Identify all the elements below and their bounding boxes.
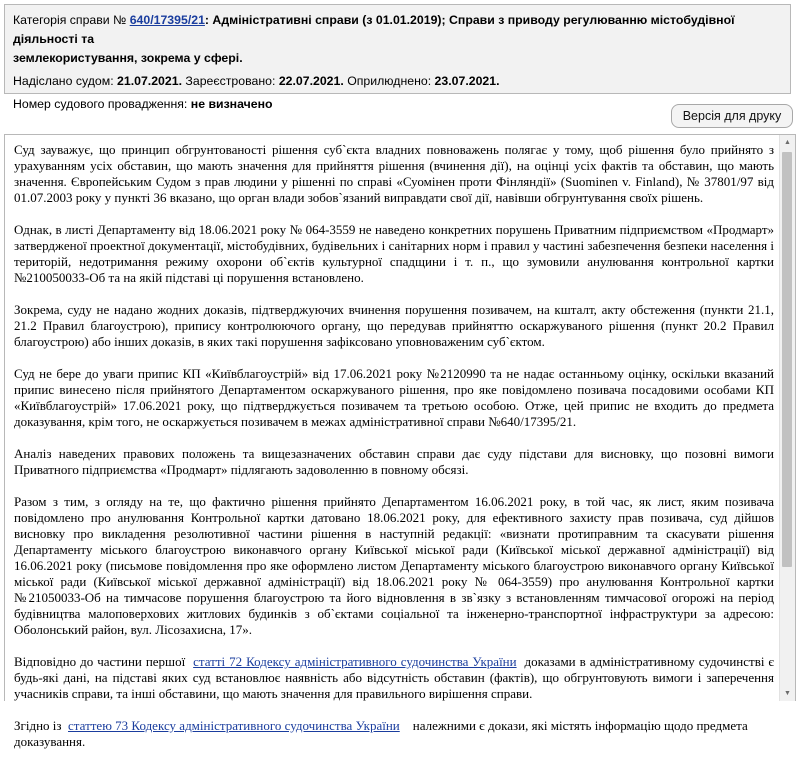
sent-date: 21.07.2021.: [117, 74, 182, 88]
category-text-2: землекористування, зокрема у сфері.: [13, 51, 243, 65]
category-text-1: : Адміністративні справи (з 01.01.2019); Справи з приводу регулюванню містобудівної діяльності та: [13, 13, 735, 46]
paragraph-text: Згідно із: [14, 718, 69, 733]
paragraph: Разом з тим, з огляду на те, що фактично рішення прийнято Департаментом 16.06.2021 року, в той час, як лист, яким позивача повідомлено про анулювання Контрольної картки датовано 18.06.2021 року, для ефективного захисту прав позивача, суд дійшов висновку про викладення резолютивної частини рішення в наступній редакції: «визнати протиправним та скасувати рішення Департаменту міського благоустрою виконавчого органу Київської міської ради (Київської міської державної адміністрації) від 16.06.2021 року (письмове повідомлення про яке оформлено листом Департаменту міського благоустрою виконавчого органу Київської міської ради (Київської міської державної адміністрації) від 18.06.2021 року № 064-3559) про анулювання Контрольної картки №21050033-Об на тимчасове порушення благоустрою та його відновлення в зв`язку з встановленням тимчасової огорожі на період будівництва малоповерхових житлових будинків з об`єктами соціальної та інженерно-транспортної інфраструктури за адресою: Оболонський район, вул. Лісозахисна, 17».: [14, 494, 774, 637]
proceeding-line: [13, 95, 782, 114]
case-info-panel: [4, 4, 791, 111]
paragraph-text: Відповідно до частини першої: [14, 654, 194, 669]
scroll-down-arrow-icon[interactable]: ▼: [784, 690, 791, 697]
article-72-link[interactable]: статті 72 Кодексу адміністративного судочинства України: [193, 654, 517, 669]
print-version-button[interactable]: Версія для друку: [671, 104, 793, 128]
paragraph: Суд не бере до уваги припис КП «Київблагоустрій» від 17.06.2021 року №2120990 та не надає останньому оцінку, оскільки вказаний припис винесено після прийнятого Департаментом оскаржуваного рішення, про яке повідомлено позивача посадовими особами КП «Київблагоустрій» 17.06.2021 року, що підтверджується позивачем та третьою особою. Отже, цей припис не входить до предмета доказування, крім того, не оскаржується позивачем в межах адміністративної справи №640/17395/21.: [14, 366, 774, 429]
paragraph: Однак, в листі Департаменту від 18.06.2021 року № 064-3559 не наведено конкретних порушень Приватним підприємством «Продмарт» затвердженої проектної документації, містобудівних, будівельних і санітарних норм і правил у частині забезпечення безпеки населення і територій, недотримання режиму охорони об`єктів культурної спадщини і т. п., що зумовили анулювання контрольної картки №210050033-Об та на якій підставі ці порушення встановлено.: [14, 222, 774, 285]
registered-date: 22.07.2021.: [278, 74, 344, 88]
proceeding-label: Номер судового провадження:: [13, 97, 188, 111]
vertical-scrollbar[interactable]: [779, 135, 795, 701]
proceeding-value: не визначено: [190, 97, 273, 111]
paragraph-text: належними є докази, які містять інформацію щодо предмета доказування.: [14, 718, 751, 749]
paragraph: Суд зауважує, що принцип обгрунтованості рішення суб`єкта владних повноважень полягає у тому, щоб рішення було прийнято з урахуванням усіх обставин, що мають значення для прийняття рішення (вчинення дії), на оцінці усіх фактів та обставин, що мають значення. Європейським Судом з прав людини у рішенні по справі «Суомінен проти Фінляндії» (Suominen v. Finland), № 37801/97 від 01.07.2003 року у пункті 36 вказано, що орган влади зобов`язаний виправдати свої дії, навівши обгрунтування своїх рішень.: [14, 142, 774, 205]
paragraph: Аналіз наведених правових положень та вищезазначених обставин справи дає суду підстави для висновку, що позовні вимоги Приватного підприємства «Продмарт» підлягають задоволенню в повному обсязі.: [14, 446, 774, 477]
scroll-thumb[interactable]: [782, 152, 792, 567]
registered-label: Зареєстровано:: [185, 74, 276, 88]
paragraph-article-72: [14, 654, 778, 702]
document-viewer[interactable]: [4, 134, 796, 749]
paragraph-article-73: [14, 718, 774, 750]
scroll-up-arrow-icon[interactable]: ▲: [784, 139, 791, 146]
case-category-line: [13, 11, 782, 68]
sent-label: Надіслано судом:: [13, 74, 114, 88]
category-label: Категорія справи №: [13, 13, 127, 27]
paragraph: Зокрема, суду не надано жодних доказів, підтверджуючих вчинення порушення позивачем, на кшталт, акту обстеження (пункти 21.1, 21.2 Правил благоустрою), припису контролюючого органу, що передував прийняттю оскаржуваного рішення (пункт 20.2 Правил благоустрою) або інших доказів, в яких такі порушення зафіксовано уповноваженим суб`єктом.: [14, 302, 774, 349]
article-73-link[interactable]: статтею 73 Кодексу адміністративного судочинства України: [68, 718, 400, 733]
document-text: [14, 142, 778, 766]
published-label: Оприлюднено:: [347, 74, 432, 88]
published-date: 23.07.2021.: [434, 74, 500, 88]
case-number-link[interactable]: 640/17395/21: [129, 13, 205, 27]
case-dates-line: [13, 72, 782, 91]
paragraph-text: доказами в адміністративному судочинстві є будь-які дані, на підставі яких суд встановлює наявність або відсутність обставин (фактів), що обгрунтовують вимоги і заперечення учасників справи, та інші обставини, що мають значення для правильного вирішення справи.: [14, 654, 778, 701]
